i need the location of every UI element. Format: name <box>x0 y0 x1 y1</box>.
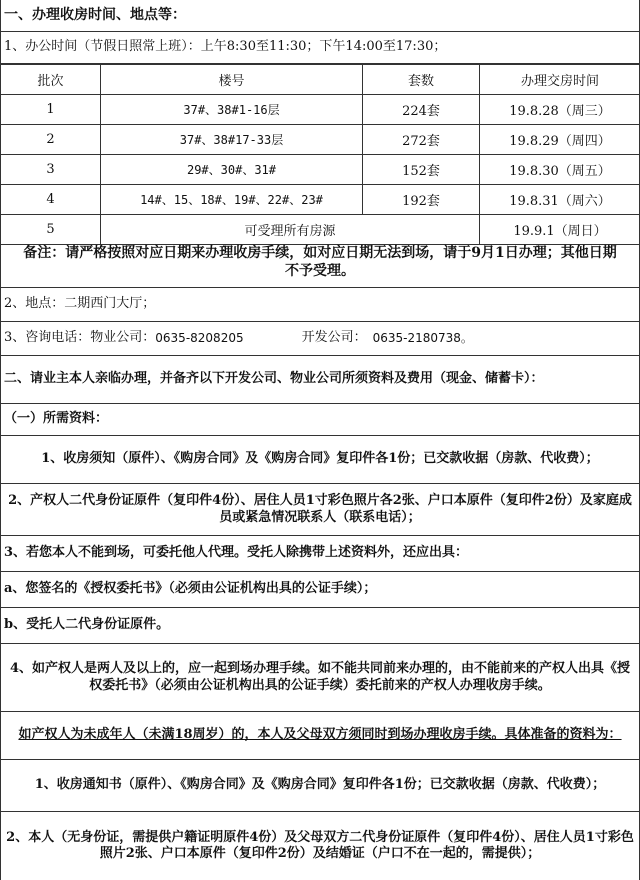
cell-date: 19.8.31（周六） <box>480 185 640 215</box>
property-phone: 0635-8208205 <box>155 331 244 345</box>
cell-building: 37#、38#17-33层 <box>101 125 363 155</box>
minor-item: 2、本人（无身份证，需提供户籍证明原件4份）及父母双方二代身份证原件（复印件4份）、居住人员1寸彩色照片2张、户口本原件（复印件2份）及结婚证（户口不在一起的，需提供）； <box>6 829 634 861</box>
header-batch: 批次 <box>1 65 101 95</box>
contact-row <box>0 322 640 356</box>
minor-item: 1、收房通知书（原件）、《购房合同》及《购房合同》复印件各1份；已交款收据（房款、代收费）； <box>0 760 640 812</box>
material-item: 4、如产权人是两人及以上的，应一起到场办理手续。如不能共同前来办理的，由不能前来的产权人出具《授权委托书》（必须由公证机构出具的公证手续）委托前来的产权人办理收房手续。 <box>0 644 640 712</box>
section2-title: 二、请业主本人亲临办理，并备齐以下开发公司、物业公司所须资料及费用（现金、储蓄卡）： <box>0 356 640 404</box>
cell-units: 152套 <box>363 155 480 185</box>
material-item: 3、若您本人不能到场，可委托他人代理。受托人除携带上述资料外，还应出具： <box>0 536 640 572</box>
cell-batch: 1 <box>1 95 101 125</box>
cell-units: 192套 <box>363 185 480 215</box>
section1-title: 一、办理收房时间、地点等： <box>0 0 640 32</box>
cell-batch: 2 <box>1 125 101 155</box>
cell-building: 可受理所有房源 <box>101 215 480 245</box>
location: 2、地点：二期西门大厅； <box>0 288 640 322</box>
material-item: b、受托人二代身份证原件。 <box>0 608 640 644</box>
schedule-table <box>0 64 640 245</box>
cell-date: 19.8.29（周四） <box>480 125 640 155</box>
table-header-row <box>1 65 640 95</box>
cell-batch: 3 <box>1 155 101 185</box>
table-row <box>1 95 640 125</box>
cell-building: 37#、38#1-16层 <box>101 95 363 125</box>
header-units: 套数 <box>363 65 480 95</box>
table-row <box>1 185 640 215</box>
cell-date: 19.8.28（周三） <box>480 95 640 125</box>
note: 备注：请严格按照对应日期来办理收房手续，如对应日期无法到场，请于9月1日办理；其他日期不予受理。 <box>0 238 640 288</box>
cell-date: 19.8.30（周五） <box>480 155 640 185</box>
table-row <box>1 155 640 185</box>
minor-note: 如产权人为未成年人（未满18周岁）的，本人及父母双方须同时到场办理收房手续。具体准备的资料为： <box>0 712 640 760</box>
office-hours: 1、办公时间（节假日照常上班）：上午8:30至11:30；下午14:00至17:30； <box>0 32 640 64</box>
header-date: 办理交房时间 <box>480 65 640 95</box>
material-item: 2、产权人二代身份证原件（复印件4份）、居住人员1寸彩色照片各2张、户口本原件（复印件2份）及家庭成员或紧急情况联系人（联系电话）； <box>0 484 640 536</box>
cell-building: 29#、30#、31# <box>101 155 363 185</box>
cell-date: 19.9.1（周日） <box>480 215 640 245</box>
cell-batch: 5 <box>1 215 101 245</box>
developer-label: 开发公司： <box>301 330 367 346</box>
cell-units: 272套 <box>363 125 480 155</box>
contact-label: 3、咨询电话：物业公司： <box>4 330 156 346</box>
cell-building: 14#、15、18#、19#、22#、23# <box>101 185 363 215</box>
developer-phone: 0635-2180738。 <box>372 331 473 345</box>
material-item: a、您签名的《授权委托书》（必须由公证机构出具的公证手续）； <box>0 572 640 608</box>
cell-batch: 4 <box>1 185 101 215</box>
materials-title: （一）所需资料： <box>0 404 640 436</box>
material-item: 1、收房须知（原件）、《购房合同》及《购房合同》复印件各1份；已交款收据（房款、代收费）； <box>0 436 640 484</box>
header-building: 楼号 <box>101 65 363 95</box>
table-row <box>1 125 640 155</box>
cell-units: 224套 <box>363 95 480 125</box>
